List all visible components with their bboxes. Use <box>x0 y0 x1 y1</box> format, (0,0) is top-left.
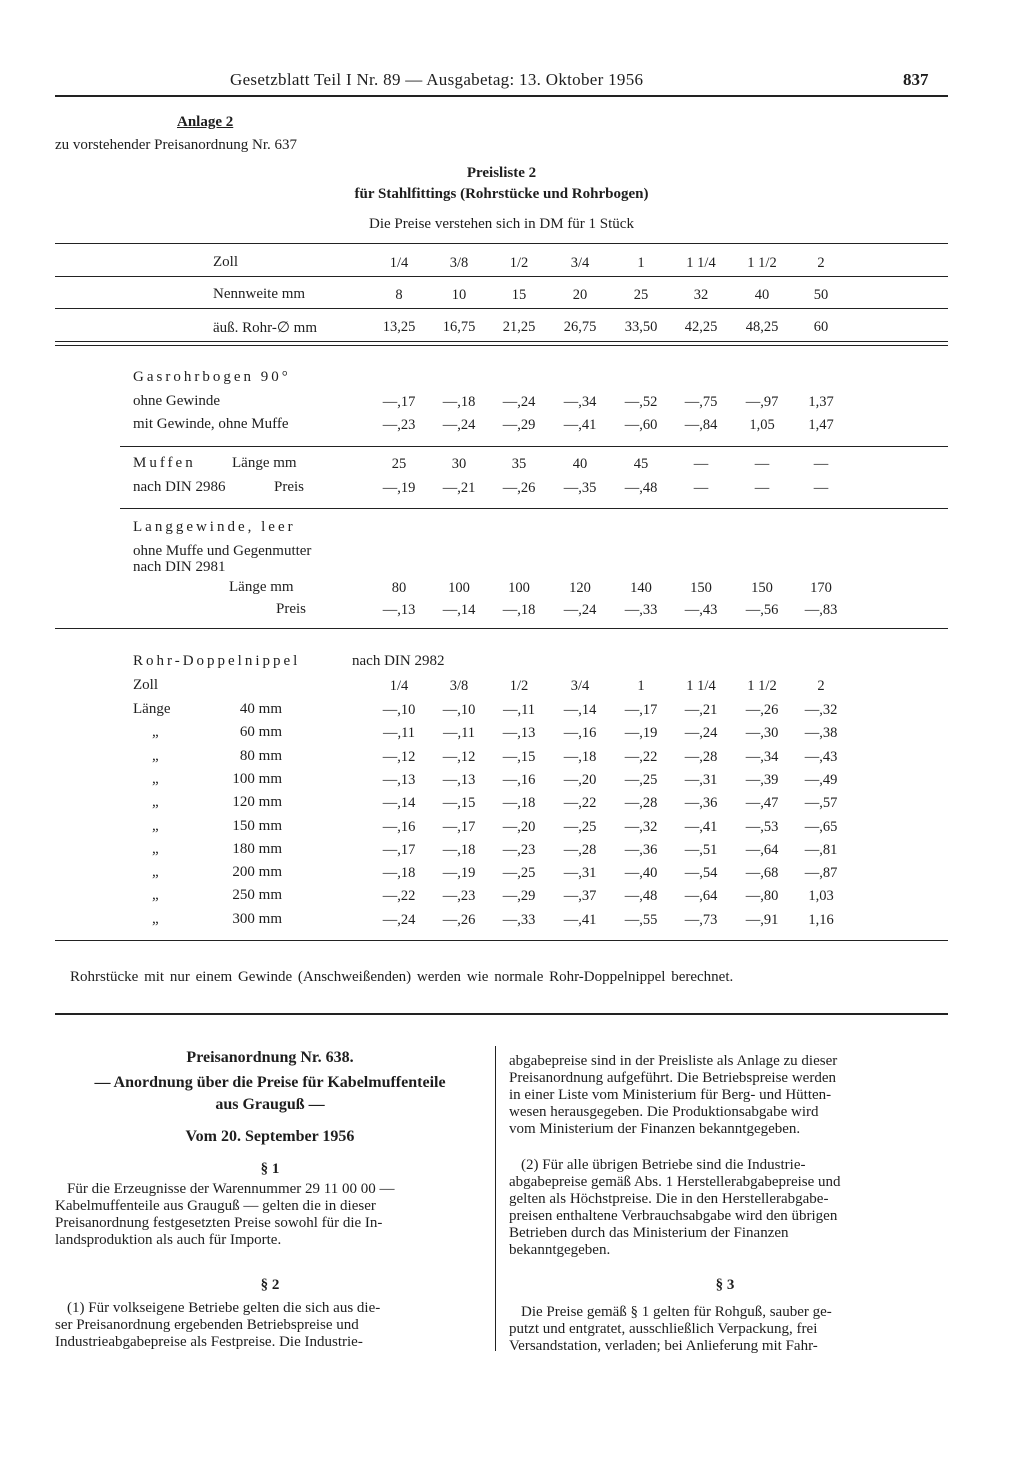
price-cell: —,13 <box>502 725 536 742</box>
price-cell: —,29 <box>502 417 536 433</box>
footnote: Rohrstücke mit nur einem Gewinde (Anschweißenden) werden wie normale Rohr-Doppelnippel berechnet. <box>70 969 734 985</box>
price-cell: — <box>693 480 709 496</box>
price-cell: —,10 <box>442 702 476 718</box>
length-cell: — <box>693 456 709 472</box>
text-line: (1) Für volkseigene Betriebe gelten die sich aus die- <box>67 1300 381 1316</box>
section-2-continued <box>509 1053 941 1138</box>
price-cell: —,15 <box>442 795 476 812</box>
price-cell: —,41 <box>563 417 597 433</box>
price-cell: —,43 <box>684 602 718 618</box>
price-cell: —,68 <box>745 865 779 882</box>
text-line: in einer Liste vom Ministerium für Berg- und Hütten- <box>509 1087 832 1103</box>
zoll-cell: 1 <box>637 255 645 271</box>
price-cell: —,36 <box>624 841 658 858</box>
price-cell: —,22 <box>563 795 597 812</box>
section-rule <box>120 446 948 447</box>
gasrohrbogen-row-label: ohne Gewinde <box>133 393 221 409</box>
nippel-length-label: 180 mm <box>232 840 282 857</box>
price-cell: —,43 <box>804 748 838 765</box>
spec-rule-3a <box>55 341 948 342</box>
length-cell: 30 <box>451 456 467 472</box>
zoll-cell: 1/2 <box>509 678 529 694</box>
price-cell: —,26 <box>442 911 476 928</box>
price-cell: —,35 <box>563 480 597 496</box>
ditto-mark: „ <box>152 840 159 857</box>
zoll-cell: 2 <box>817 255 825 271</box>
section-3-text <box>509 1304 941 1355</box>
text-line: Kabelmuffenteile aus Grauguß — gelten die in dieser <box>55 1198 376 1214</box>
aussen-cell: 48,25 <box>745 319 779 335</box>
price-cell: —,11 <box>382 725 416 742</box>
text-line: wesen herausgegeben. Die Produktionsabgabe wird <box>509 1104 819 1120</box>
text-line: putzt und entgratet, ausschließlich Verpackung, frei <box>509 1321 818 1337</box>
langgewinde-line1: ohne Muffe und Gegenmutter <box>133 543 312 559</box>
price-cell: —,21 <box>442 480 476 496</box>
price-cell: —,51 <box>684 841 718 858</box>
price-cell: —,10 <box>382 702 416 718</box>
preisliste-title: Preisliste 2 <box>466 165 537 181</box>
zoll-cell: 1 <box>637 678 645 694</box>
aussen-label: äuß. Rohr-∅ mm <box>213 320 318 336</box>
text-line: preisen enthaltene Verbrauchsabgabe wird den übrigen <box>509 1208 838 1224</box>
price-cell: —,48 <box>624 888 658 905</box>
section-1-text <box>55 1181 485 1249</box>
length-cell: 150 <box>751 580 773 596</box>
doppelnippel-din: nach DIN 2982 <box>352 653 445 669</box>
price-cell: —,33 <box>624 602 658 618</box>
footnote-rule <box>55 1013 948 1015</box>
text-line: abgabepreise sind in der Preisliste als Anlage zu dieser <box>509 1053 838 1069</box>
section-rule <box>55 628 948 629</box>
section-3-heading: § 3 <box>715 1277 735 1293</box>
price-cell: —,25 <box>624 771 658 788</box>
nennweite-cell: 50 <box>813 287 829 303</box>
zoll-cell: 1/4 <box>389 255 409 271</box>
price-cell: 1,16 <box>808 911 834 928</box>
header-rule <box>55 95 948 97</box>
nippel-length-label: 120 mm <box>232 794 282 811</box>
price-cell: —,16 <box>563 725 597 742</box>
price-cell: 1,05 <box>749 417 775 433</box>
price-cell: —,34 <box>563 394 597 410</box>
zoll-cell: 2 <box>817 678 825 694</box>
gasrohrbogen-row-label: mit Gewinde, ohne Muffe <box>133 416 289 432</box>
aussen-cell: 33,50 <box>624 319 658 335</box>
zoll-cell: 1/4 <box>389 678 409 694</box>
price-cell: —,52 <box>624 394 658 410</box>
price-cell: —,18 <box>502 602 536 618</box>
muffen-title: Muffen <box>133 455 196 471</box>
price-cell: —,11 <box>502 702 536 718</box>
muffen-laenge-label: Länge mm <box>232 455 297 471</box>
price-cell: —,19 <box>442 865 476 882</box>
price-cell: —,28 <box>563 841 597 858</box>
price-cell: 1,03 <box>808 888 834 905</box>
price-cell: —,11 <box>442 725 476 742</box>
ditto-mark: „ <box>152 794 159 811</box>
doppelnippel-title: Rohr-Doppelnippel <box>133 653 301 669</box>
nennweite-cell: 40 <box>754 287 770 303</box>
text-line: Betrieben durch das Ministerium der Finanzen <box>509 1225 789 1241</box>
ditto-mark: „ <box>152 910 159 927</box>
length-cell: — <box>754 456 770 472</box>
ordinance-date: Vom 20. September 1956 <box>185 1128 355 1145</box>
price-cell: —,84 <box>684 417 718 433</box>
text-line: Die Preise gemäß § 1 gelten für Rohguß, sauber ge- <box>521 1304 832 1320</box>
price-cell: —,65 <box>804 818 838 835</box>
page-header-title: Gesetzblatt Teil I Nr. 89 — Ausgabetag: 13. Oktober 1956 <box>230 70 644 89</box>
zoll-cell: 3/8 <box>449 255 469 271</box>
price-cell: —,30 <box>745 725 779 742</box>
price-cell: —,41 <box>684 818 718 835</box>
zoll-cell: 1 1/4 <box>686 255 716 271</box>
price-cell: —,19 <box>624 725 658 742</box>
nennweite-cell: 8 <box>395 287 403 303</box>
section-rule <box>120 508 948 509</box>
aussen-cell: 16,75 <box>442 319 476 335</box>
section-2-text <box>55 1300 485 1351</box>
price-cell: —,19 <box>382 480 416 496</box>
aussen-cell: 21,25 <box>502 319 536 335</box>
price-cell: —,37 <box>563 888 597 905</box>
price-cell: —,91 <box>745 911 779 928</box>
ditto-mark: „ <box>152 887 159 904</box>
price-cell: —,83 <box>804 602 838 618</box>
price-cell: —,13 <box>382 602 416 618</box>
nippel-length-label: 200 mm <box>232 864 282 881</box>
price-cell: —,18 <box>382 865 416 882</box>
zoll-cell: 3/4 <box>570 255 590 271</box>
section-2-heading: § 2 <box>260 1277 280 1293</box>
price-cell: —,18 <box>563 748 597 765</box>
nippel-length-label: 60 mm <box>239 724 282 741</box>
length-cell: 120 <box>569 580 591 596</box>
price-cell: —,17 <box>442 818 476 835</box>
price-cell: —,29 <box>502 888 536 905</box>
price-cell: —,24 <box>382 911 416 928</box>
zoll-cell: 3/8 <box>449 678 469 694</box>
nippel-length-label: 150 mm <box>232 817 282 834</box>
price-cell: —,73 <box>684 911 718 928</box>
price-cell: —,26 <box>502 480 536 496</box>
price-cell: —,28 <box>684 748 718 765</box>
price-cell: —,24 <box>684 725 718 742</box>
price-cell: —,20 <box>563 771 597 788</box>
price-cell: —,56 <box>745 602 779 618</box>
zoll-cell: 1/2 <box>509 255 529 271</box>
price-cell: —,22 <box>382 888 416 905</box>
price-cell: —,25 <box>563 818 597 835</box>
length-cell: 45 <box>633 456 649 472</box>
length-cell: 40 <box>572 456 588 472</box>
muffen-din: nach DIN 2986 <box>133 479 226 495</box>
nippel-length-label: 100 mm <box>232 770 282 787</box>
zoll-cell: 1 1/2 <box>747 255 777 271</box>
anlage-title: Anlage 2 <box>177 114 234 130</box>
price-cell: —,32 <box>804 702 838 718</box>
gasrohrbogen-title: Gasrohrbogen 90° <box>133 369 291 385</box>
price-cell: —,47 <box>745 795 779 812</box>
text-line: Preisanordnung festgesetzten Preise sowohl für die In- <box>55 1215 383 1231</box>
price-cell: —,97 <box>745 394 779 410</box>
aussen-cell: 42,25 <box>684 319 718 335</box>
price-cell: —,18 <box>442 841 476 858</box>
length-cell: 140 <box>630 580 652 596</box>
ditto-mark: „ <box>152 724 159 741</box>
langgewinde-title: Langgewinde, leer <box>133 519 296 535</box>
text-line: Für die Erzeugnisse der Warennummer 29 11 00 00 — <box>67 1181 395 1197</box>
text-line: Preisanordnung aufgeführt. Die Betriebspreise werden <box>509 1070 836 1086</box>
price-cell: —,49 <box>804 771 838 788</box>
price-cell: —,12 <box>382 748 416 765</box>
price-cell: —,60 <box>624 417 658 433</box>
price-cell: —,13 <box>442 771 476 788</box>
text-line: Industrieabgabepreise als Festpreise. Die Industrie- <box>55 1334 363 1350</box>
length-cell: 35 <box>511 456 527 472</box>
price-cell: —,41 <box>563 911 597 928</box>
length-cell: 170 <box>810 580 832 596</box>
anlage-subtitle: zu vorstehender Preisanordnung Nr. 637 <box>55 137 298 153</box>
zoll-label: Zoll <box>213 254 238 270</box>
price-cell: —,24 <box>563 602 597 618</box>
length-cell: 100 <box>508 580 530 596</box>
price-cell: —,48 <box>624 480 658 496</box>
text-line: bekanntgegeben. <box>509 1242 611 1258</box>
price-cell: —,55 <box>624 911 658 928</box>
aussen-cell: 60 <box>813 319 829 335</box>
length-cell: 100 <box>448 580 470 596</box>
price-cell: —,23 <box>382 417 416 433</box>
ditto-mark: „ <box>152 817 159 834</box>
price-cell: —,40 <box>624 865 658 882</box>
spec-rule-3b <box>55 345 948 346</box>
nippel-length-label: 40 mm <box>239 701 282 717</box>
price-cell: —,64 <box>684 888 718 905</box>
text-line: (2) Für alle übrigen Betriebe sind die Industrie- <box>521 1157 806 1173</box>
ditto-mark: „ <box>152 864 159 881</box>
muffen-preis-label: Preis <box>274 479 304 495</box>
price-cell: —,36 <box>684 795 718 812</box>
zoll-cell: 1 1/4 <box>686 678 716 694</box>
nennweite-cell: 10 <box>451 287 467 303</box>
price-cell: —,81 <box>804 841 838 858</box>
price-cell: —,20 <box>502 818 536 835</box>
price-cell: —,57 <box>804 795 838 812</box>
page-number: 837 <box>903 70 929 89</box>
price-cell: —,28 <box>624 795 658 812</box>
zoll-cell: 3/4 <box>570 678 590 694</box>
doppelnippel-laenge-label: Länge <box>133 701 171 717</box>
nennweite-cell: 15 <box>511 287 527 303</box>
table-bottom-rule <box>55 940 948 941</box>
length-cell: 25 <box>391 456 407 472</box>
price-cell: —,31 <box>563 865 597 882</box>
price-cell: —,14 <box>442 602 476 618</box>
aussen-cell: 13,25 <box>382 319 416 335</box>
price-cell: —,16 <box>502 771 536 788</box>
spec-rule-1 <box>55 276 948 277</box>
text-line: landsproduktion als auch für Importe. <box>55 1232 282 1248</box>
zoll-cell: 1 1/2 <box>747 678 777 694</box>
langgewinde-laenge-label: Länge mm <box>229 579 294 595</box>
price-cell: —,75 <box>684 394 718 410</box>
nennweite-cell: 25 <box>633 287 649 303</box>
price-cell: —,54 <box>684 865 718 882</box>
price-cell: —,31 <box>684 771 718 788</box>
price-cell: —,34 <box>745 748 779 765</box>
price-cell: —,38 <box>804 725 838 742</box>
price-cell: —,25 <box>502 865 536 882</box>
price-cell: —,22 <box>624 748 658 765</box>
text-line: Versandstation, verladen; bei Anlieferung mit Fahr- <box>509 1338 818 1354</box>
nennweite-label: Nennweite mm <box>213 286 306 302</box>
price-cell: —,16 <box>382 818 416 835</box>
ditto-mark: „ <box>152 747 159 764</box>
price-cell: —,24 <box>442 417 476 433</box>
langgewinde-line2: nach DIN 2981 <box>133 559 226 575</box>
price-cell: —,39 <box>745 771 779 788</box>
length-cell: — <box>813 456 829 472</box>
price-cell: —,33 <box>502 911 536 928</box>
aussen-cell: 26,75 <box>563 319 597 335</box>
price-cell: —,18 <box>502 795 536 812</box>
text-line: vom Ministerium der Finanzen bekanntgegeben. <box>509 1121 801 1137</box>
price-cell: —,80 <box>745 888 779 905</box>
ordinance-subtitle-1: — Anordnung über die Preise für Kabelmuffenteile <box>94 1074 446 1091</box>
price-cell: —,17 <box>624 702 658 718</box>
price-cell: —,32 <box>624 818 658 835</box>
price-cell: —,15 <box>502 748 536 765</box>
nennweite-cell: 32 <box>693 287 709 303</box>
price-cell: —,53 <box>745 818 779 835</box>
length-cell: 80 <box>391 580 407 596</box>
doppelnippel-zoll-label: Zoll <box>133 677 158 693</box>
text-line: gelten als Höchstpreise. Die in den Herstellerabgabe- <box>509 1191 829 1207</box>
price-cell: —,14 <box>563 702 597 718</box>
nippel-length-label: 300 mm <box>232 910 282 927</box>
price-cell: —,21 <box>684 702 718 718</box>
text-line: abgabepreise gemäß Abs. 1 Herstellerabgabepreise und <box>509 1174 841 1190</box>
ordinance-title: Preisanordnung Nr. 638. <box>186 1049 354 1066</box>
nippel-length-label: 250 mm <box>232 887 282 904</box>
price-cell: —,23 <box>502 841 536 858</box>
price-cell: —,64 <box>745 841 779 858</box>
price-cell: —,17 <box>382 394 416 410</box>
price-cell: —,12 <box>442 748 476 765</box>
price-cell: —,87 <box>804 865 838 882</box>
table-top-rule <box>55 243 948 244</box>
price-cell: —,17 <box>382 841 416 858</box>
ordinance-subtitle-2: aus Grauguß — <box>215 1096 325 1113</box>
length-cell: 150 <box>690 580 712 596</box>
price-cell: 1,37 <box>808 394 834 410</box>
section-2-paragraph-2 <box>509 1157 941 1259</box>
price-cell: 1,47 <box>808 417 834 433</box>
ditto-mark: „ <box>152 770 159 787</box>
nippel-length-label: 80 mm <box>239 747 282 764</box>
price-cell: —,26 <box>745 702 779 718</box>
price-cell: —,18 <box>442 394 476 410</box>
langgewinde-preis-label: Preis <box>276 601 306 617</box>
nennweite-cell: 20 <box>572 287 588 303</box>
column-divider <box>495 1046 496 1351</box>
price-cell: —,13 <box>382 771 416 788</box>
price-cell: —,14 <box>382 795 416 812</box>
price-cell: —,24 <box>502 394 536 410</box>
price-cell: —,23 <box>442 888 476 905</box>
spec-rule-2 <box>55 308 948 309</box>
price-cell: — <box>813 480 829 496</box>
price-cell: — <box>754 480 770 496</box>
preisliste-subtitle: für Stahlfittings (Rohrstücke und Rohrbogen) <box>354 186 649 202</box>
preisliste-note: Die Preise verstehen sich in DM für 1 Stück <box>369 216 634 232</box>
text-line: ser Preisanordnung ergebenden Betriebspreise und <box>55 1317 359 1333</box>
section-1-heading: § 1 <box>260 1161 280 1177</box>
